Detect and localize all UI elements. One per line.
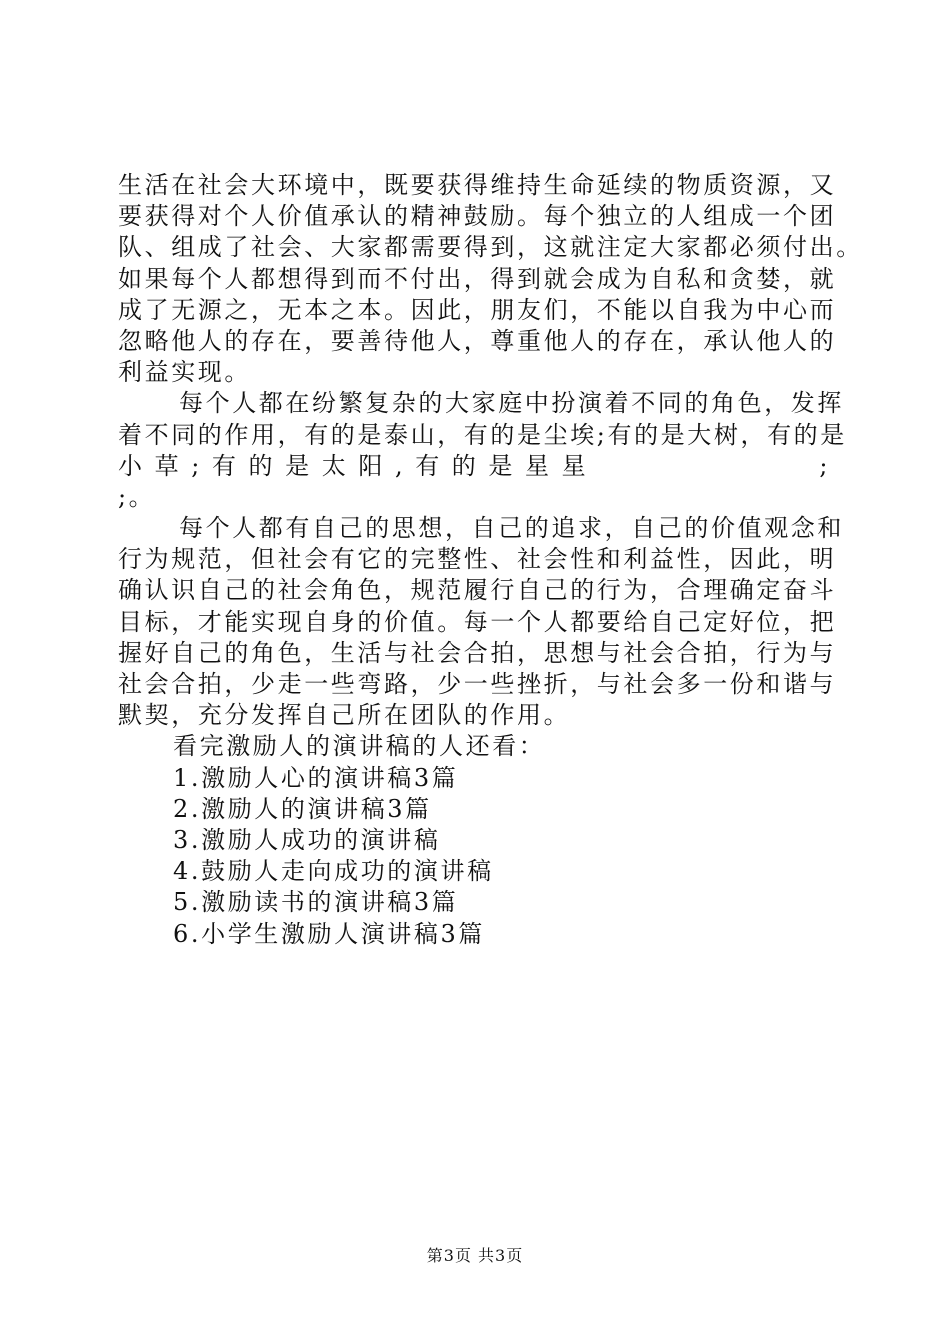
char: 有 <box>211 451 239 480</box>
text-line: 确认识自己的社会角色，规范履行自己的行为，合理确定奋斗 <box>118 576 837 605</box>
spread-phrase <box>118 451 588 482</box>
char: 小 <box>118 451 145 480</box>
text-line: 每个人都在纷繁复杂的大家庭中扮演着不同的角色，发挥 <box>179 389 844 418</box>
paragraph-2 <box>118 388 847 513</box>
related-link[interactable]: 5.激励读书的演讲稿3篇 <box>173 888 459 917</box>
char: 星 <box>525 451 552 480</box>
related-link[interactable]: 1.激励人心的演讲稿3篇 <box>173 763 459 792</box>
paragraph-1 <box>118 170 863 388</box>
char: 的 <box>248 451 276 480</box>
related-link[interactable]: 4.鼓励人走向成功的演讲稿 <box>173 857 494 886</box>
text-line: 忽略他人的存在，要善待他人，尊重他人的存在，承认他人的 <box>118 326 837 355</box>
text-line: 队、组成了社会、大家都需要得到，这就注定大家都必须付出。 <box>118 233 863 262</box>
text-line: 社会合拍，少走一些弯路，少一些挫折，与社会多一份和谐与 <box>118 670 837 698</box>
text-line: 默契，充分发挥自己所在团队的作用。 <box>118 701 571 730</box>
char: , <box>394 451 406 480</box>
text-line: 如果每个人都想得到而不付出，得到就会成为自私和贪婪，就 <box>118 264 837 293</box>
char: 太 <box>321 451 349 480</box>
text-line: 成了无源之，无本之本。因此，朋友们，不能以自我为中心而 <box>118 295 837 324</box>
text-line: 利益实现。 <box>118 358 251 387</box>
related-link[interactable]: 3.激励人成功的演讲稿 <box>173 825 441 854</box>
related-articles <box>118 731 838 949</box>
line-end-punctuation: ; <box>819 451 830 480</box>
paragraph-3 <box>118 513 844 731</box>
char: 阳 <box>358 451 385 480</box>
text-line: 要获得对个人价值承认的精神鼓励。每个独立的人组成一个团 <box>118 202 837 231</box>
char: 是 <box>488 451 516 480</box>
text-line: 握好自己的角色，生活与社会合拍，思想与社会合拍，行为与 <box>118 638 837 667</box>
page-number-footer: 第3页 共3页 <box>426 1246 524 1265</box>
related-link[interactable]: 2.激励人的演讲稿3篇 <box>173 794 432 823</box>
text-line: 目标，才能实现自身的价值。每一个人都要给自己定好位，把 <box>118 607 837 636</box>
char: 是 <box>285 451 312 480</box>
char: 星 <box>561 451 589 480</box>
text-line: 生活在社会大环境中，既要获得维持生命延续的物质资源，又 <box>118 171 837 199</box>
text-line: 每个人都有自己的思想，自己的追求，自己的价值观念和 <box>179 514 844 543</box>
related-link[interactable]: 6.小学生激励人演讲稿3篇 <box>173 919 485 948</box>
char: ; <box>191 451 202 480</box>
spread-text-line <box>118 451 838 482</box>
char: 的 <box>451 451 479 480</box>
char: 草 <box>154 451 182 480</box>
related-heading: 看完激励人的演讲稿的人还看： <box>173 732 546 761</box>
text-line: 行为规范，但社会有它的完整性、社会性和利益性，因此，明 <box>118 545 837 574</box>
document-body <box>118 170 863 950</box>
justified-line <box>118 451 830 482</box>
text-line: ;。 <box>118 482 156 511</box>
text-line: 着不同的作用，有的是泰山，有的是尘埃;有的是大树，有的是 <box>118 420 847 449</box>
char: 有 <box>415 451 442 480</box>
